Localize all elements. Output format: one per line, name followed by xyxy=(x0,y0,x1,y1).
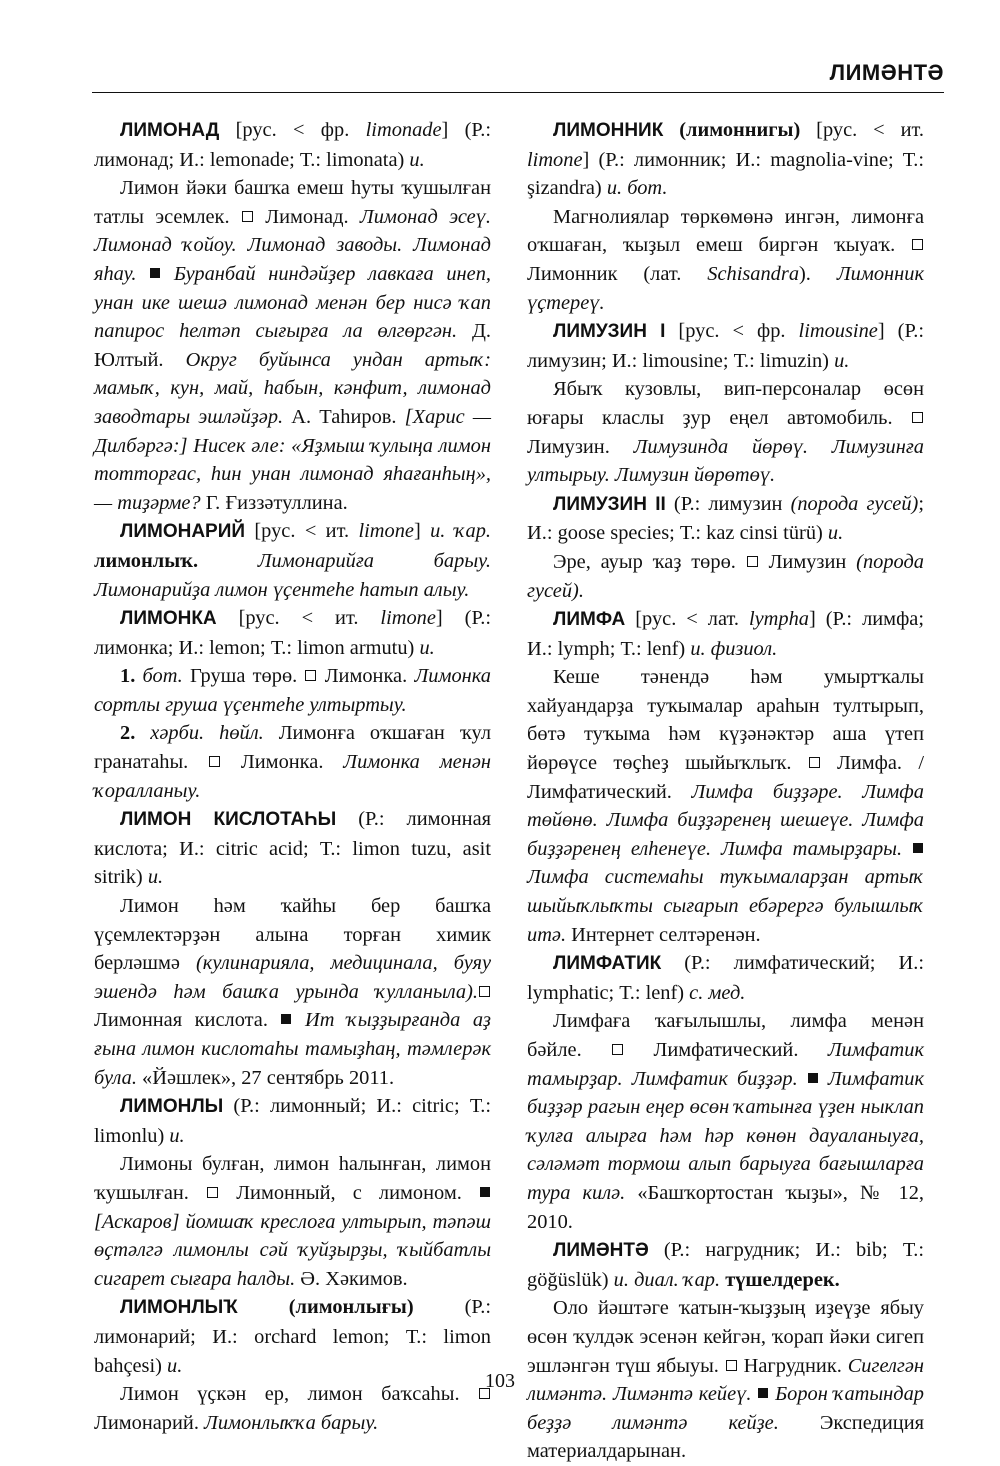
definition: Эре, ауыр ҡаҙ төрө. Лимузин (порода гусей). xyxy=(527,550,924,602)
quotation-marker xyxy=(150,268,160,278)
right-column xyxy=(527,116,924,1466)
headword: ЛИМУЗИН I xyxy=(553,321,666,343)
entry-limente: ЛИМӘНТӘ (Р.: нагрудник; И.: bib; Т.: göğüslük) и. диал. ҡар. түшелдерек. xyxy=(527,1239,924,1291)
russian-equivalent-marker xyxy=(207,1187,218,1198)
headword: ЛИМФА xyxy=(553,609,626,631)
headword: ЛИМОНЛЫҠ xyxy=(120,1297,238,1319)
russian-equivalent-marker xyxy=(912,412,923,423)
definition: Лимфаға ҡағылышлы, лимфа менән бәйле. Лимфатический. Лимфатик тамырҙар. Лимфатик биҙҙәр. Лимфатик биҙҙәр рагын еңер өсөн ҡатынға үҙен ныклап ҡулға алырға һәм һәр көнөн дауаланыуға, сәләмәт тормош алып барыуға бағышларға тура килә. «Башҡортостан ҡыҙы», № 12, 2010. xyxy=(527,1010,925,1233)
definition: Лимон үҫкән ер, лимон баҡсаһы. Лимонарий. Лимонлыҡҡа барыу. xyxy=(94,1380,491,1437)
definition: Кеше тәнендә һәм умыртҡалы хайуандарҙа туҡымалар араһын тултырып, бөтә туҡыма һәм күҙәнәктәр аша үтеп йөрөүсе төҫһеҙ шыйыҡлыҡ. Лимфа. / Лимфатический. Лимфа биҙҙәре. Лимфа төйөнө. Лимфа биҙҙәренең шешеүе. Лимфа биҙҙәренең елһенеүе. Лимфа тамырҙары. Лимфа системаһы туҡымаларҙан артыҡ шыйыҡлыҡты сығарып ебәрергә булышлыҡ итә. Интернет селтәренән. xyxy=(527,666,924,946)
definition: Оло йәштәге ҡатын-ҡыҙҙың иҙеүҙе ябыу өсөн ҡулдәк эсенән кейгән, ҡорап йәки сигеп эшләнгән түш ябыуы. Нагрудник. Сигелгән лимәнтә. Лимәнтә кейеү. Борон ҡатындар беҙҙә лимәнтә кейҙе. Экспедиция материалдарынан. xyxy=(527,1297,925,1463)
russian-equivalent-marker xyxy=(479,986,490,997)
entry-limuzin-2: ЛИМУЗИН II (Р.: лимузин (порода гусей); И.: goose species; Т.: kaz cinsi türü) и. xyxy=(527,492,924,545)
russian-equivalent-marker xyxy=(209,756,220,767)
headword: ЛИМОНКА xyxy=(120,608,217,630)
sense-2: 2. хәрби. һөйл. Лимонға оҡшаған ҡул гранатаһы. Лимонка. Лимонка менән ҡоралланыу. xyxy=(94,722,491,802)
entry-limonly: ЛИМОНЛЫ (Р.: лимонный; И.: citric; Т.: limonlu) и. xyxy=(94,1095,491,1147)
page-number: 103 xyxy=(485,1370,515,1392)
russian-equivalent-marker xyxy=(612,1044,623,1055)
quotation-marker xyxy=(281,1014,291,1024)
russian-equivalent-marker xyxy=(912,239,923,250)
quotation-marker xyxy=(913,843,923,853)
quotation-marker xyxy=(808,1073,818,1083)
entry-limfatik: ЛИМФАТИК (Р.: лимфатический; И.: lymphatic; Т.: lenf) с. мед. xyxy=(527,952,924,1004)
definition: Лимон һәм ҡайһы бер башҡа үҫемлектәрҙән алына торған химик берләшмә (кулинарияла, медицинала, буяу эшендә һәм башҡа урында ҡулланыла). Лимонная кислота. Ит ҡыҙҙырғанда аҙ ғына лимон кислотаһы тамыҙһаң, тәмлерәк була. «Йәшлек», 27 сентябрь 2011. xyxy=(94,895,491,1089)
headword: ЛИМОНЛЫ xyxy=(120,1096,224,1118)
header-rule xyxy=(92,92,944,93)
russian-equivalent-marker xyxy=(305,670,316,681)
definition: Лимон йәки башҡа емеш һуты ҡушылған татлы эсемлек. Лимонад. Лимонад эсеү. Лимонад ҡойоу. Лимонад заводы. Лимонад яһау. Буранбай ниндәйҙер лавкаға инеп, унан ике шешә лимонад менән бер нисә ҡап папирос һелтәп сығырға ла өлгөргән. Д. Юлтый. Округ буйынса ундан артыҡ: мамыҡ, кун, май, һабын, кәнфит, лимонад заводтары эшләйҙәр. А. Таһиров. [Харис — Дилбәргә:] Нисек әле: «Яҙмыш ҡулыңа лимон тотторғас, һин унан лимонад яһағанһың», — тиҙәрме? Г. Ғиззәтуллина. xyxy=(94,177,492,514)
definition: Магнолиялар төркөмөнә ингән, лимонға оҡшаған, ҡыҙыл емеш биргән ҡыуаҡ. Лимонник (лат. Schisandra). Лимонник үҫтереү. xyxy=(527,205,924,314)
definition: Лимоны булған, лимон һалынған, лимон ҡушылған. Лимонный, с лимоном. [Аскаров] йомшаҡ креслоға ултырып, тәпәш өҫтәлгә лимонлы сәй ҡуйҙырҙы, ҡыйбатлы сигарет сығара һалды. Ә. Хәкимов. xyxy=(94,1153,491,1290)
russian-equivalent-marker xyxy=(747,556,758,567)
entry-limonnik: ЛИМОННИК (лимоннигы) [рус. < ит. limone] (Р.: лимонник; И.: magnolia-vine; Т.: şizandra) и. бот. xyxy=(527,119,924,200)
headword: ЛИМОНАД xyxy=(120,120,220,141)
entry-limuzin-1: ЛИМУЗИН I [рус. < фр. limousine] (Р.: лимузин; И.: limousine; Т.: limuzin) и. xyxy=(527,320,924,372)
running-head: ЛИМӘНТӘ xyxy=(829,60,944,85)
quotation-marker xyxy=(480,1187,490,1197)
russian-equivalent-marker xyxy=(242,211,253,222)
definition: Ябыҡ кузовлы, вип-персоналар өсөн юғары класлы ҙур еңел автомобиль. Лимузин. Лимузинда йөрөү. Лимузинға ултырыу. Лимузин йөрөтөү. xyxy=(527,378,924,487)
left-column xyxy=(94,116,491,1437)
headword: ЛИМОННИК xyxy=(553,120,664,141)
entry-limonlyq: ЛИМОНЛЫҠ (лимонлығы) (Р.: лимонарий; И.: orchard lemon; Т.: limon bahçesi) и. xyxy=(94,1296,491,1377)
entry-limonka: ЛИМОНКА [рус. < ит. limone] (Р.: лимонка; И.: lemon; Т.: limon armutu) и. xyxy=(94,607,491,659)
headword: ЛИМФАТИК xyxy=(553,953,662,975)
russian-equivalent-marker xyxy=(809,757,820,768)
entry-limon-kislotahy: ЛИМОН КИСЛОТАҺЫ (Р.: лимонная кислота; И.: citric acid; Т.: limon tuzu, asit sitrik) и. xyxy=(94,808,491,889)
headword: ЛИМОНАРИЙ xyxy=(120,521,246,543)
entry-limonad: ЛИМОНАД [рус. < фр. limonade] (Р.: лимонад; И.: lemonade; Т.: limonata) и. xyxy=(94,119,491,171)
russian-equivalent-marker xyxy=(726,1360,737,1371)
entry-limfa: ЛИМФА [рус. < лат. lympha] (Р.: лимфа; И.: lymph; Т.: lenf) и. физиол. xyxy=(527,608,925,660)
headword: ЛИМӘНТӘ xyxy=(553,1240,649,1262)
entry-limonariy: ЛИМОНАРИЙ [рус. < ит. limone] и. ҡар. лимонлыҡ. Лимонарийға барыу. Лимонарийҙа лимон үҫентеһе һатып алыу. xyxy=(94,520,491,601)
sense-1: 1. бот. Груша төрө. Лимонка. Лимонка сортлы груша үҫентеһе ултыртыу. xyxy=(94,665,491,716)
headword: ЛИМУЗИН II xyxy=(553,493,666,515)
headword: ЛИМОН КИСЛОТАҺЫ xyxy=(120,809,337,831)
